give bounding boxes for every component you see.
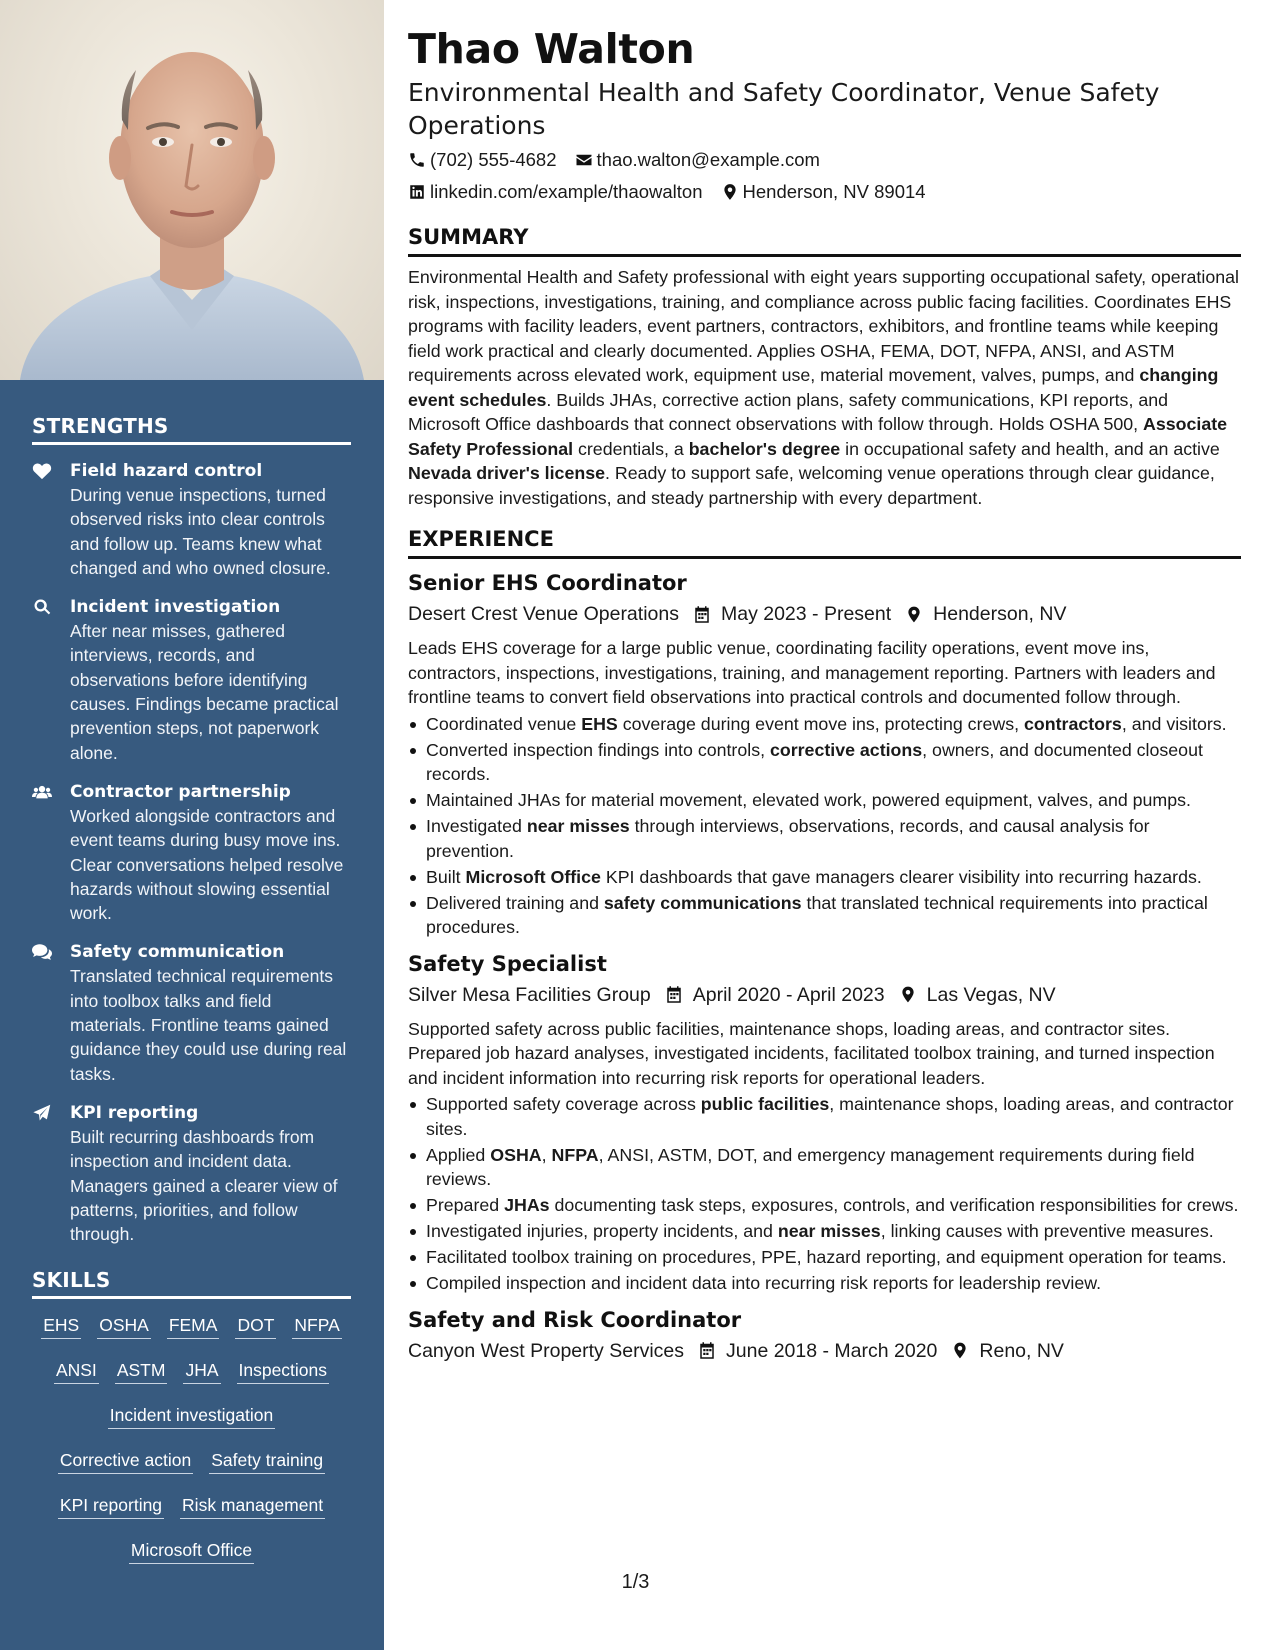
summary-heading: SUMMARY: [408, 222, 1241, 257]
location-text: Henderson, NV 89014: [742, 181, 926, 202]
linkedin-url[interactable]: linkedin.com/example/thaowalton: [430, 181, 703, 202]
strength-text: Built recurring dashboards from inspection and incident data. Managers gained a clearer view of patterns, priorities, and follow through.: [70, 1126, 338, 1245]
summary-bold-segment: bachelor's degree: [688, 438, 841, 459]
strength-title: Incident investigation: [70, 597, 281, 618]
bullet-item: [408, 712, 1241, 737]
job-company: [408, 1336, 684, 1366]
date-range: May 2023 - Present: [720, 603, 892, 625]
sidebar: [0, 0, 384, 1650]
portrait-image: [0, 0, 384, 380]
strength-title: Safety communication: [70, 942, 285, 963]
bullet-item: [408, 865, 1241, 890]
skill-tag: EHS: [41, 1311, 81, 1339]
contact-row: [408, 144, 1241, 176]
company-name: Silver Mesa Facilities Group: [408, 983, 651, 1006]
strengths-heading: STRENGTHS: [32, 414, 351, 445]
skill-tag: Risk management: [180, 1491, 325, 1519]
bullet-segment: , and visitors.: [1121, 713, 1227, 734]
envelope-icon: [575, 151, 593, 169]
bullet-item: [408, 1092, 1241, 1141]
bullet-segment: Microsoft Office: [465, 866, 601, 887]
bullet-item: [408, 788, 1241, 813]
bullet-segment: EHS: [581, 713, 618, 734]
bullet-segment: near misses: [526, 816, 630, 836]
skill-tag: Safety training: [209, 1446, 325, 1474]
strength-item: [32, 940, 352, 1085]
bullet-segment: , ANSI, ASTM, DOT, and emergency management requirements during field reviews.: [426, 1144, 1195, 1189]
map-pin-icon: [951, 1341, 969, 1360]
summary-bold-segment: Nevada driver's license: [408, 463, 605, 483]
bullet-segment: OSHA: [490, 1144, 542, 1165]
job-dates: [693, 599, 891, 629]
bullet-segment: safety communications: [603, 892, 802, 913]
bullet-segment: coverage during event move ins, protecting crews,: [617, 713, 1024, 734]
strength-item: [32, 1101, 352, 1246]
main-content: [408, 22, 1241, 1366]
map-pin-icon: [905, 605, 923, 624]
skill-tag: OSHA: [97, 1311, 151, 1339]
job-location: [905, 599, 1066, 629]
company-name: Canyon West Property Services: [408, 1339, 684, 1362]
summary-segment: credentials, a: [573, 438, 689, 459]
experience-heading: EXPERIENCE: [408, 524, 1241, 559]
users-icon: [32, 780, 70, 925]
bullet-item: [408, 1193, 1241, 1218]
job-meta: [408, 980, 1241, 1010]
page-number: [0, 1571, 1275, 1594]
summary-segment: . Builds JHAs, corrective action plans, safety communications, KPI reports, and Microsoft Office dashboards that connect observations with follow through. Holds OSHA 500,: [408, 389, 1168, 434]
bullet-item: [408, 1219, 1241, 1244]
job-entry: [408, 949, 1241, 1296]
skill-tag: ASTM: [115, 1356, 168, 1384]
job-meta: [408, 1336, 1241, 1366]
calendar-icon: [665, 985, 683, 1004]
summary-segment: . Ready to support safe, welcoming venue operations through clear guidance, responsive investigations, and steady partnership with every department.: [408, 463, 1215, 508]
strength-text: After near misses, gathered interviews, records, and observations before identifying causes. Findings became practical prevention steps, not paperwork alone.: [70, 621, 339, 763]
skill-tag: ANSI: [54, 1356, 99, 1384]
skill-tag: Microsoft Office: [129, 1536, 254, 1564]
bullet-segment: Investigated injuries, property incidents, and: [426, 1221, 778, 1241]
job-title: Senior EHS Coordinator: [408, 571, 687, 595]
location-contact: [721, 176, 926, 208]
candidate-name: Thao Walton: [408, 25, 695, 73]
bullet-segment: , owners, and documented closeout records.: [426, 739, 1203, 784]
map-pin-icon: [721, 183, 739, 201]
bullet-segment: JHAs: [504, 1195, 550, 1215]
bullet-segment: near misses: [777, 1221, 881, 1241]
job-bullets: [408, 712, 1241, 940]
heart-icon: [32, 459, 70, 580]
skills-heading: SKILLS: [32, 1268, 351, 1299]
bullet-item: [408, 891, 1241, 940]
summary-segment: in occupational safety and health, and an active: [840, 438, 1220, 459]
location-text: Reno, NV: [979, 1339, 1064, 1362]
bullet-segment: Compiled inspection and incident data into recurring risk reports for leadership review.: [426, 1273, 1102, 1293]
strength-item: [32, 595, 352, 765]
linkedin-contact[interactable]: [408, 176, 703, 208]
bullet-segment: Supported safety coverage across: [426, 1094, 701, 1114]
paper-plane-icon: [32, 1101, 70, 1246]
bullet-item: [408, 1143, 1241, 1192]
strength-title: Field hazard control: [70, 461, 263, 481]
bullet-item: [408, 1271, 1241, 1296]
date-range: June 2018 - March 2020: [726, 1339, 938, 1362]
skill-tag: Inspections: [237, 1356, 330, 1384]
bullet-segment: KPI dashboards that gave managers clearer visibility into recurring hazards.: [600, 866, 1202, 887]
bullet-segment: public facilities: [700, 1094, 830, 1114]
experience-list: [408, 568, 1241, 1366]
bullet-segment: , linking causes with preventive measures.: [880, 1221, 1214, 1241]
phone-number: (702) 555-4682: [430, 149, 557, 170]
map-pin-icon: [899, 985, 917, 1004]
job-title: Safety and Risk Coordinator: [408, 1307, 742, 1332]
strength-title: Contractor partnership: [70, 781, 291, 802]
page-number-text: 1/3: [621, 1571, 650, 1593]
bullet-segment: corrective actions: [769, 739, 923, 760]
skills-list: [32, 1311, 351, 1581]
skill-tag: JHA: [183, 1356, 220, 1384]
strength-text: Translated technical requirements into toolbox talks and field materials. Frontline teams gained guidance they could use during real tasks.: [70, 966, 347, 1084]
summary-bold-segment: Associate Safety Professional: [408, 414, 1228, 459]
job-location: [899, 980, 1056, 1010]
bullet-segment: Maintained JHAs for material movement, elevated work, powered equipment, valves, and pumps.: [426, 790, 1191, 810]
bullet-item: [408, 814, 1241, 863]
job-description: Leads EHS coverage for a large public venue, coordinating facility operations, event move ins, contractors, inspections, investigations, training, and management reporting. Partners with leaders and frontline teams to convert field observations into practical controls and documented follow through.: [408, 638, 1216, 707]
bullet-segment: Facilitated toolbox training on procedures, PPE, hazard reporting, and equipment operation for teams.: [426, 1247, 1227, 1267]
bullet-segment: Prepared: [426, 1195, 505, 1215]
skill-tag: Corrective action: [58, 1446, 193, 1474]
summary-text: [408, 265, 1241, 510]
contact-row: [408, 176, 1241, 208]
summary-bold-segment: changing event schedules: [408, 365, 1219, 410]
strengths-list: [32, 459, 352, 1246]
company-name: Desert Crest Venue Operations: [408, 603, 679, 625]
strength-title: KPI reporting: [70, 1102, 199, 1123]
strength-item: [32, 780, 352, 925]
bullet-segment: Converted inspection findings into controls,: [426, 739, 770, 760]
bullet-segment: NFPA: [551, 1144, 599, 1165]
location-text: Las Vegas, NV: [926, 983, 1056, 1006]
bullet-segment: ,: [541, 1144, 552, 1165]
job-location: [951, 1336, 1064, 1366]
skill-tag: DOT: [235, 1311, 276, 1339]
bullet-item: [408, 738, 1241, 787]
phone-contact: [408, 144, 557, 176]
bullet-segment: through interviews, observations, records, and causal analysis for prevention.: [426, 816, 1150, 861]
phone-icon: [408, 151, 426, 169]
bullet-segment: contractors: [1024, 713, 1122, 734]
calendar-icon: [693, 605, 711, 624]
bullet-segment: , maintenance shops, loading areas, and contractor sites.: [426, 1094, 1234, 1139]
candidate-title: Environmental Health and Safety Coordinator, Venue Safety Operations: [408, 78, 1160, 140]
job-bullets: [408, 1092, 1241, 1296]
linkedin-icon: [408, 183, 426, 201]
email-address[interactable]: thao.walton@example.com: [596, 149, 820, 170]
summary-segment: Environmental Health and Safety professional with eight years supporting occupational safety, operational risk, inspections, investigations, training, and compliance across public facing facilities. Coordinates EHS programs with facility leaders, event partners, contractors, exhibitors, and frontline teams while keeping field work practical and clearly documented. Applies OSHA, FEMA, DOT, NFPA, ANSI, and ASTM requirements across elevated work, equipment use, material movement, valves, pumps, and: [408, 267, 1239, 385]
comments-icon: [32, 940, 70, 1085]
job-description: Supported safety across public facilities, maintenance shops, loading areas, and contractor sites. Prepared job hazard analyses, investigated incidents, facilitated toolbox training, and turned inspection and incident information into recurring risk reports for operational leaders.: [408, 1018, 1215, 1088]
job-entry: [408, 1305, 1241, 1366]
bullet-segment: documenting task steps, exposures, controls, and verification responsibilities for crews.: [549, 1195, 1239, 1215]
skill-tag: KPI reporting: [58, 1491, 164, 1519]
skill-tag: Incident investigation: [108, 1401, 275, 1429]
job-entry: [408, 568, 1241, 940]
bullet-segment: Delivered training and: [426, 892, 604, 913]
job-title: Safety Specialist: [408, 951, 607, 976]
bullet-segment: Built: [426, 866, 466, 887]
bullet-segment: Coordinated venue: [426, 713, 582, 734]
bullet-segment: Applied: [426, 1144, 491, 1165]
strength-item: [32, 459, 352, 580]
profile-photo: [0, 0, 384, 380]
job-dates: [665, 980, 885, 1010]
job-dates: [698, 1336, 937, 1366]
skill-tag: NFPA: [292, 1311, 341, 1339]
strength-text: During venue inspections, turned observed risks into clear controls and follow up. Teams knew what changed and who owned closure.: [70, 485, 331, 578]
job-company: [408, 599, 679, 629]
bullet-segment: that translated technical requirements into practical procedures.: [426, 892, 1208, 937]
email-contact[interactable]: [575, 144, 820, 176]
job-meta: [408, 599, 1241, 629]
date-range: April 2020 - April 2023: [692, 983, 885, 1006]
bullet-item: [408, 1245, 1241, 1270]
location-text: Henderson, NV: [933, 603, 1067, 625]
strength-text: Worked alongside contractors and event teams during busy move ins. Clear conversations helped resolve hazards without slowing essential work.: [70, 805, 344, 924]
calendar-icon: [698, 1341, 716, 1360]
bullet-segment: Investigated: [426, 816, 527, 836]
skill-tag: FEMA: [167, 1311, 220, 1339]
search-icon: [32, 595, 70, 765]
job-company: [408, 980, 651, 1010]
